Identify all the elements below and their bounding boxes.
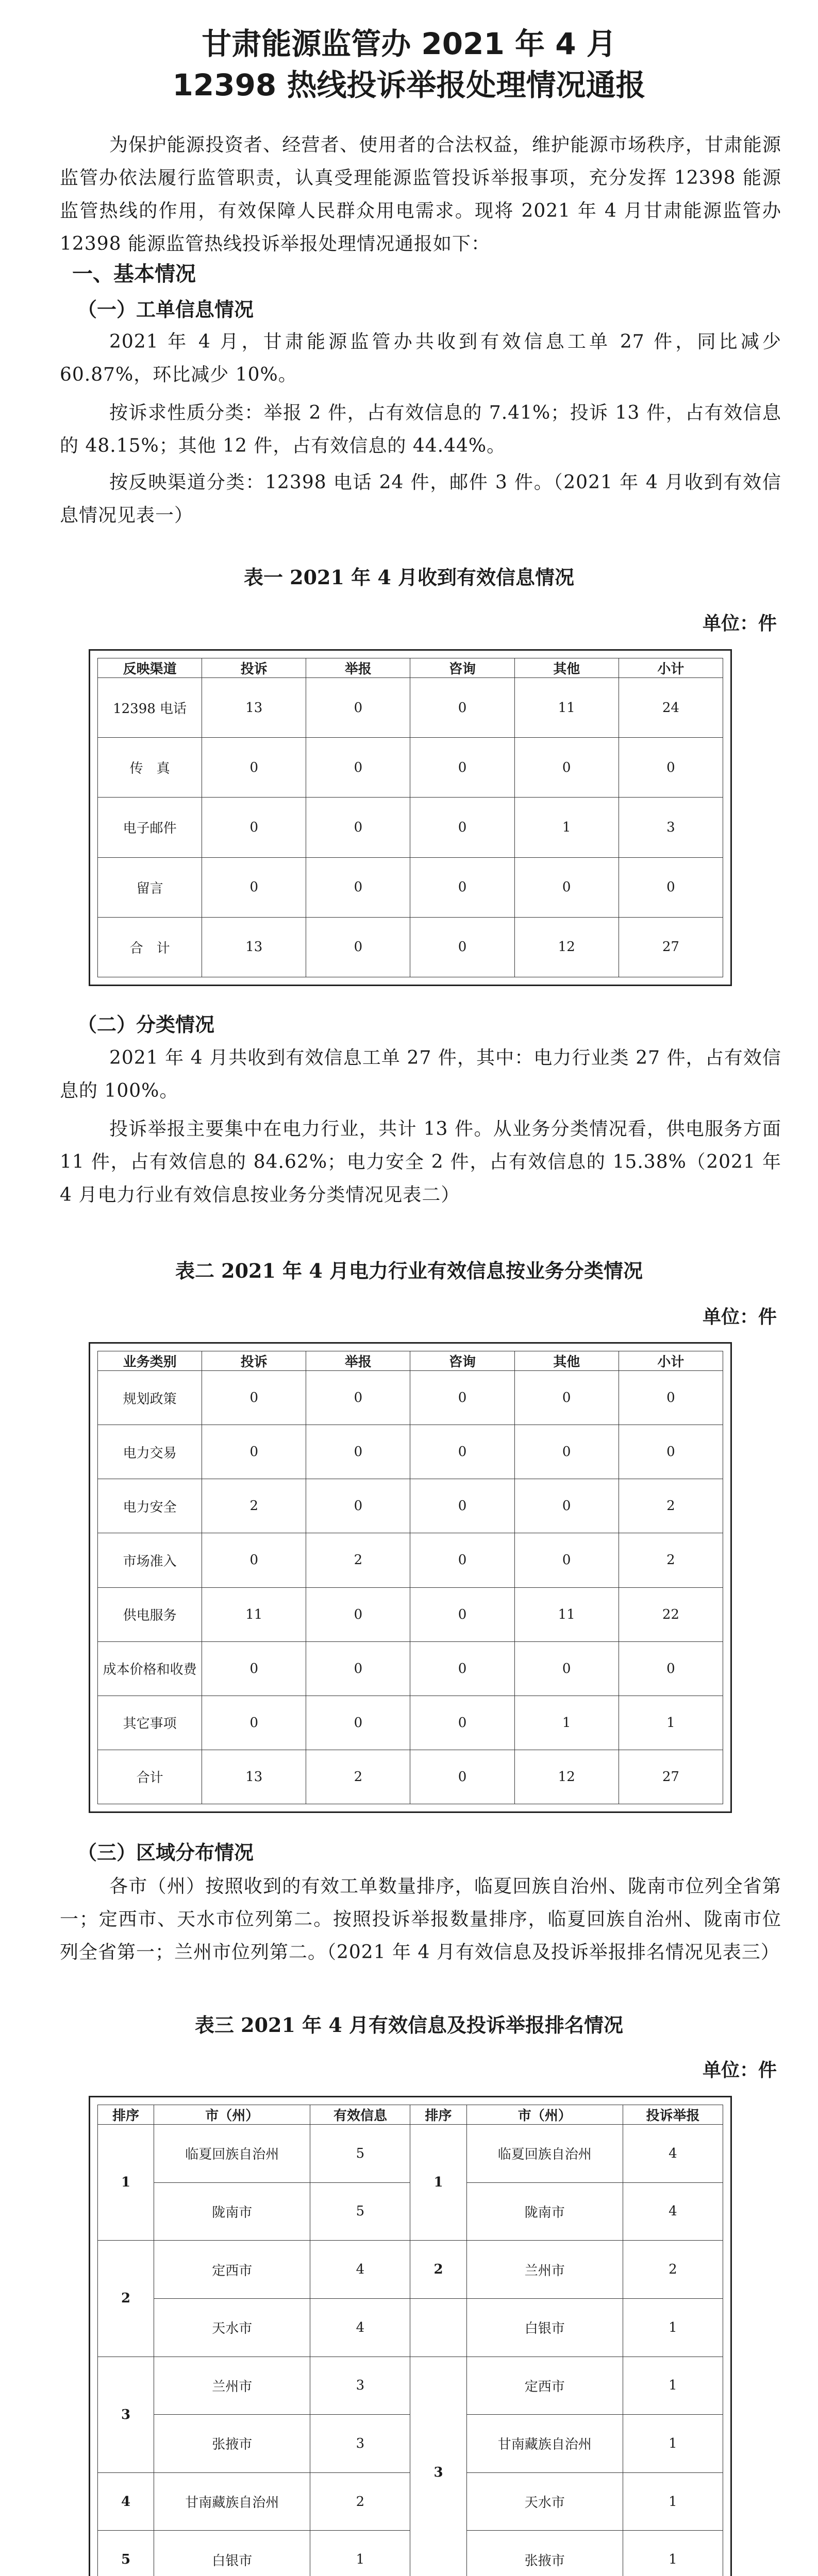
table3-count-cell: 4 <box>310 2298 410 2357</box>
table2-cell: 0 <box>410 1750 514 1804</box>
table3-count-cell: 3 <box>310 2415 410 2473</box>
table1-header-cell: 其他 <box>514 658 619 678</box>
table3-city-cell: 张掖市 <box>466 2531 623 2576</box>
table3-city-cell: 张掖市 <box>154 2415 310 2473</box>
table3-city-cell: 定西市 <box>154 2241 310 2299</box>
table2-row <box>98 1587 723 1641</box>
table3-count-cell: 5 <box>310 2125 410 2183</box>
table1-cell: 11 <box>514 678 619 738</box>
table3-city-cell: 临夏回族自治州 <box>154 2125 310 2183</box>
table3-count-cell: 2 <box>310 2472 410 2531</box>
table2-frame <box>89 1342 732 1813</box>
table3-rank-cell: 3 <box>410 2357 466 2576</box>
table1-cell: 合 计 <box>98 917 202 977</box>
table1-row <box>98 798 723 857</box>
table3-header-cell: 投诉举报 <box>623 2105 723 2125</box>
table1-cell: 0 <box>202 798 306 857</box>
table2-cell: 1 <box>619 1696 723 1750</box>
table1-cell: 0 <box>306 678 410 738</box>
table2-cell: 1 <box>514 1696 619 1750</box>
table2-cell: 13 <box>202 1750 306 1804</box>
table2-cell: 0 <box>514 1425 619 1479</box>
doc-title-line1: 甘肃能源监管办 2021 年 4 月 <box>202 26 616 61</box>
table1-cell: 12 <box>514 917 619 977</box>
table2-cell: 合计 <box>98 1750 202 1804</box>
table3-city-cell: 甘南藏族自治州 <box>466 2415 623 2473</box>
table2-row <box>98 1425 723 1479</box>
table2-cell: 2 <box>202 1479 306 1533</box>
table2-header-cell: 咨询 <box>410 1351 514 1371</box>
table1-cell: 24 <box>619 678 723 738</box>
table3-city-cell: 甘南藏族自治州 <box>154 2472 310 2531</box>
table1-row <box>98 678 723 738</box>
doc-title-line2: 12398 热线投诉举报处理情况通报 <box>172 67 646 103</box>
table2-cell: 0 <box>514 1479 619 1533</box>
table1-cell: 传 真 <box>98 738 202 798</box>
table3-count-cell: 1 <box>623 2472 723 2531</box>
table1-unit: 单位：件 <box>702 613 777 634</box>
table3-header-cell: 市（州） <box>154 2105 310 2125</box>
table2-cell: 22 <box>619 1587 723 1641</box>
table1-cell: 电子邮件 <box>98 798 202 857</box>
table2-cell: 11 <box>202 1587 306 1641</box>
table1-cell: 0 <box>306 857 410 917</box>
table2-cell: 其它事项 <box>98 1696 202 1750</box>
table1-cell: 0 <box>514 738 619 798</box>
table3-rank-cell: 1 <box>98 2125 154 2241</box>
table1-cell: 0 <box>619 857 723 917</box>
table2-cell: 0 <box>202 1425 306 1479</box>
table2-cell: 0 <box>619 1641 723 1696</box>
table2-cell: 27 <box>619 1750 723 1804</box>
table1-cell: 留言 <box>98 857 202 917</box>
table1-row <box>98 738 723 798</box>
table2-row <box>98 1750 723 1804</box>
subsection2-heading: （二）分类情况 <box>77 1013 215 1036</box>
table3-city-cell: 临夏回族自治州 <box>466 2125 623 2183</box>
table3-row <box>98 2241 723 2299</box>
table3-count-cell: 1 <box>623 2415 723 2473</box>
table3-count-cell: 3 <box>310 2357 410 2415</box>
table1-cell: 12398 电话 <box>98 678 202 738</box>
table3-rank-cell: 5 <box>98 2531 154 2576</box>
table2-cell: 0 <box>306 1479 410 1533</box>
table2-row <box>98 1479 723 1533</box>
table1-cell: 0 <box>306 917 410 977</box>
table2 <box>97 1351 723 1804</box>
table1-row <box>98 917 723 977</box>
table2-header-cell: 小计 <box>619 1351 723 1371</box>
table1-header-cell: 举报 <box>306 658 410 678</box>
table2-cell: 0 <box>306 1641 410 1696</box>
subsection3-heading: （三）区域分布情况 <box>77 1841 254 1864</box>
table2-row <box>98 1641 723 1696</box>
table1-header-cell: 咨询 <box>410 658 514 678</box>
table1-cell: 0 <box>202 857 306 917</box>
table1-caption: 表一 2021 年 4 月收到有效信息情况 <box>243 566 575 589</box>
sub1-paragraph1: 2021 年 4 月，甘肃能源监管办共收到有效信息工单 27 件，同比减少 60.87%，环比减少 10%。 <box>60 331 781 385</box>
sub1-paragraph3: 按反映渠道分类：12398 电话 24 件，邮件 3 件。（2021 年 4 月收到有效信息情况见表一） <box>60 472 781 526</box>
table2-cell: 2 <box>306 1533 410 1587</box>
table2-cell: 0 <box>619 1371 723 1425</box>
table2-cell: 0 <box>306 1696 410 1750</box>
table2-cell: 电力安全 <box>98 1479 202 1533</box>
table2-unit: 单位：件 <box>702 1306 777 1328</box>
table3-rank-cell: 4 <box>98 2472 154 2531</box>
table3-rank-cell: 1 <box>410 2125 466 2241</box>
table2-cell: 0 <box>514 1641 619 1696</box>
table3-frame <box>89 2096 732 2576</box>
table2-row <box>98 1696 723 1750</box>
sub1-paragraph2: 按诉求性质分类：举报 2 件，占有效信息的 7.41%；投诉 13 件，占有效信息的 48.15%；其他 12 件，占有效信息的 44.44%。 <box>60 402 781 456</box>
table2-cell: 0 <box>410 1425 514 1479</box>
table2-cell: 11 <box>514 1587 619 1641</box>
subsection1-heading: （一）工单信息情况 <box>77 298 254 321</box>
table3-row <box>98 2357 723 2415</box>
table3-city-cell: 白银市 <box>466 2298 623 2357</box>
table2-caption: 表二 2021 年 4 月电力行业有效信息按业务分类情况 <box>175 1259 643 1282</box>
table3-row <box>98 2298 723 2357</box>
sub2-paragraph1: 2021 年 4 月共收到有效信息工单 27 件，其中：电力行业类 27 件，占有效信息的 100%。 <box>60 1047 781 1101</box>
table1-header-cell: 小计 <box>619 658 723 678</box>
table2-cell: 成本价格和收费 <box>98 1641 202 1696</box>
table1-cell: 27 <box>619 917 723 977</box>
table2-cell: 0 <box>514 1533 619 1587</box>
table2-cell: 0 <box>410 1371 514 1425</box>
table2-cell: 0 <box>202 1533 306 1587</box>
table3-count-cell: 5 <box>310 2182 410 2241</box>
table3-header-cell: 排序 <box>98 2105 154 2125</box>
table2-cell: 0 <box>410 1533 514 1587</box>
table2-cell: 0 <box>619 1425 723 1479</box>
table3-count-cell: 1 <box>623 2531 723 2576</box>
table1-cell: 3 <box>619 798 723 857</box>
table1-cell: 0 <box>514 857 619 917</box>
table3-city-cell: 天水市 <box>466 2472 623 2531</box>
table2-cell: 2 <box>619 1533 723 1587</box>
table1-cell: 13 <box>202 678 306 738</box>
table3-city-cell: 兰州市 <box>154 2357 310 2415</box>
table2-cell: 12 <box>514 1750 619 1804</box>
table3-city-cell: 白银市 <box>154 2531 310 2576</box>
table2-cell: 2 <box>619 1479 723 1533</box>
table2-cell: 0 <box>306 1587 410 1641</box>
section1-heading: 一、基本情况 <box>72 262 196 286</box>
table2-cell: 0 <box>306 1371 410 1425</box>
table1-cell: 0 <box>410 798 514 857</box>
table2-cell: 0 <box>306 1425 410 1479</box>
table3-rank-cell: 3 <box>98 2357 154 2472</box>
table2-cell: 市场准入 <box>98 1533 202 1587</box>
table1-header-cell: 反映渠道 <box>98 658 202 678</box>
table1-cell: 0 <box>306 738 410 798</box>
table2-cell: 0 <box>514 1371 619 1425</box>
table3-city-cell: 天水市 <box>154 2298 310 2357</box>
table2-cell: 0 <box>410 1696 514 1750</box>
table1-cell: 0 <box>410 678 514 738</box>
table2-cell: 0 <box>410 1587 514 1641</box>
table3-city-cell: 兰州市 <box>466 2241 623 2299</box>
table3-unit: 单位：件 <box>702 2059 777 2081</box>
table1-cell: 0 <box>619 738 723 798</box>
table3-header-cell: 有效信息 <box>310 2105 410 2125</box>
table3-count-cell: 1 <box>623 2298 723 2357</box>
intro-paragraph: 为保护能源投资者、经营者、使用者的合法权益，维护能源市场秩序，甘肃能源监管办依法履行监管职责，认真受理能源监管投诉举报事项，充分发挥 12398 能源监管热线的作用，有效保障人民群众用电需求。现将 2021 年 4 月甘肃能源监管办 12398 能源监管热线投诉举报处理情况通报如下： <box>60 134 781 255</box>
sub3-paragraph1: 各市（州）按照收到的有效工单数量排序，临夏回族自治州、陇南市位列全省第一；定西市、天水市位列第二。按照投诉举报数量排序，临夏回族自治州、陇南市位列全省第一；兰州市位列第二。（2021 年 4 月有效信息及投诉举报排名情况见表三） <box>60 1876 781 1963</box>
table1-frame <box>89 649 732 986</box>
sub2-paragraph2: 投诉举报主要集中在电力行业，共计 13 件。从业务分类情况看，供电服务方面 11 件，占有效信息的 84.62%；电力安全 2 件，占有效信息的 15.38%（2021 年 4 月电力行业有效信息按业务分类情况见表二） <box>60 1118 781 1206</box>
table2-row <box>98 1533 723 1587</box>
table2-cell: 电力交易 <box>98 1425 202 1479</box>
table3 <box>97 2105 723 2576</box>
table3-count-cell: 4 <box>623 2182 723 2241</box>
table3-row <box>98 2125 723 2183</box>
table3-rank-cell: 2 <box>410 2241 466 2299</box>
table1-cell: 0 <box>202 738 306 798</box>
table1-cell: 0 <box>410 917 514 977</box>
table2-cell: 0 <box>202 1696 306 1750</box>
table2-cell: 供电服务 <box>98 1587 202 1641</box>
table1-cell: 13 <box>202 917 306 977</box>
table2-cell: 2 <box>306 1750 410 1804</box>
table3-count-cell: 1 <box>623 2357 723 2415</box>
table3-rank-cell: 2 <box>98 2241 154 2357</box>
table3-city-cell: 定西市 <box>466 2357 623 2415</box>
table1-cell: 0 <box>306 798 410 857</box>
table3-rank-cell <box>410 2298 466 2357</box>
table3-count-cell: 2 <box>623 2241 723 2299</box>
table3-header-cell: 排序 <box>410 2105 466 2125</box>
table3-city-cell: 陇南市 <box>466 2182 623 2241</box>
table2-header-cell: 投诉 <box>202 1351 306 1371</box>
table3-count-cell: 1 <box>310 2531 410 2576</box>
table2-header-cell: 其他 <box>514 1351 619 1371</box>
table2-cell: 0 <box>410 1479 514 1533</box>
table3-header-cell: 市（州） <box>466 2105 623 2125</box>
table3-city-cell: 陇南市 <box>154 2182 310 2241</box>
table1 <box>97 658 723 977</box>
table2-cell: 0 <box>410 1641 514 1696</box>
table2-cell: 0 <box>202 1641 306 1696</box>
table1-cell: 0 <box>410 738 514 798</box>
table1-header-cell: 投诉 <box>202 658 306 678</box>
table3-count-cell: 4 <box>310 2241 410 2299</box>
table1-cell: 0 <box>410 857 514 917</box>
table3-count-cell: 4 <box>623 2125 723 2183</box>
table1-row <box>98 857 723 917</box>
table1-cell: 1 <box>514 798 619 857</box>
table2-cell: 规划政策 <box>98 1371 202 1425</box>
table2-header-cell: 举报 <box>306 1351 410 1371</box>
table2-row <box>98 1371 723 1425</box>
table2-header-cell: 业务类别 <box>98 1351 202 1371</box>
table3-caption: 表三 2021 年 4 月有效信息及投诉举报排名情况 <box>194 2013 624 2037</box>
table2-cell: 0 <box>202 1371 306 1425</box>
